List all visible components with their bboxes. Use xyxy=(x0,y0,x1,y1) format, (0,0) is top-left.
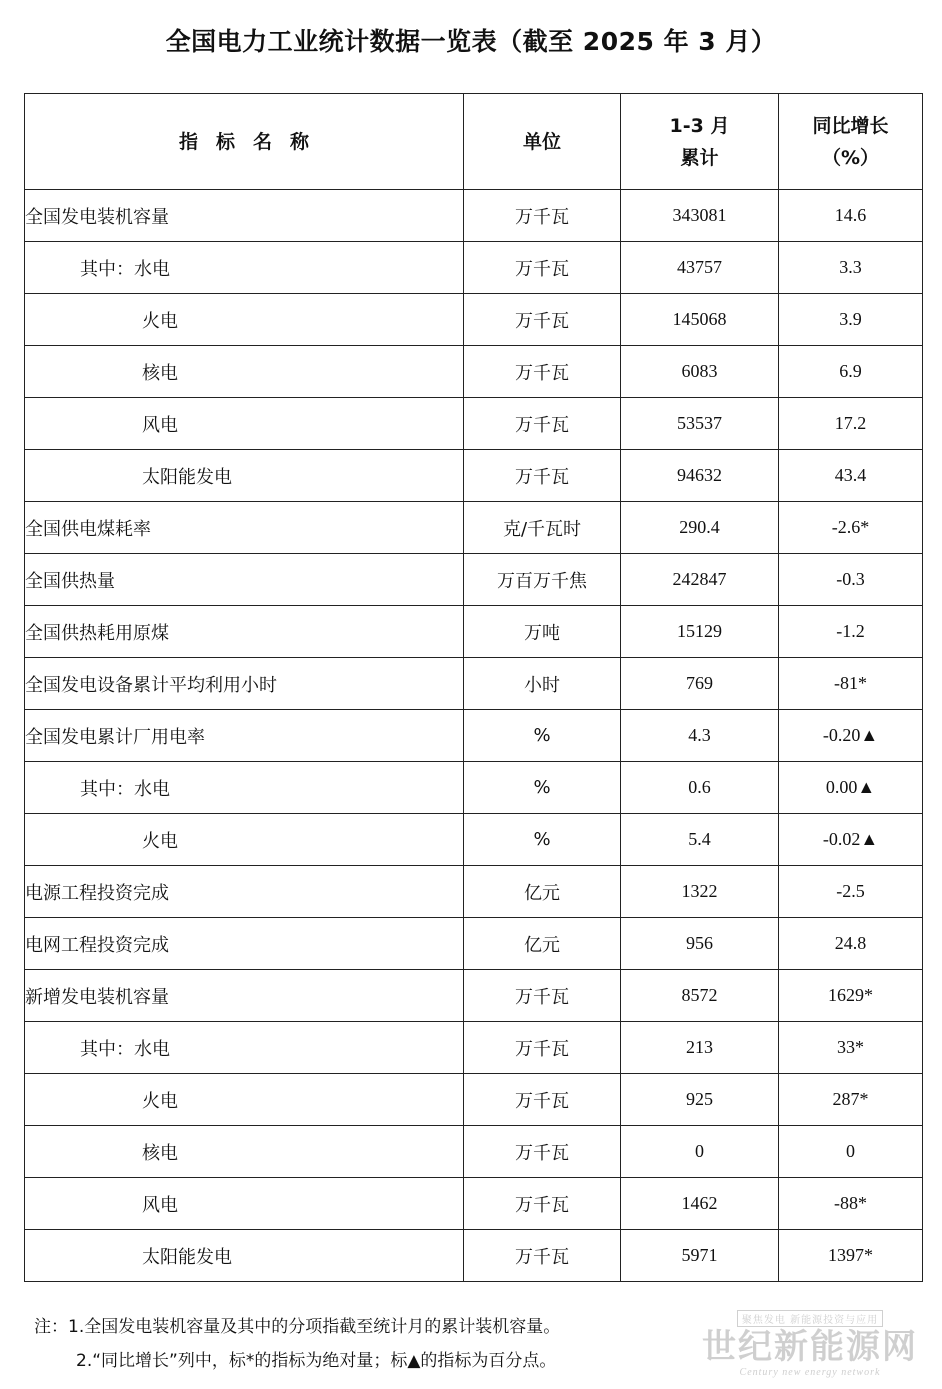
header-unit: 单位 xyxy=(464,94,621,190)
row-indicator-name: 火电 xyxy=(25,294,464,346)
table-row xyxy=(25,242,923,294)
row-change: -81* xyxy=(779,658,923,710)
table-row xyxy=(25,606,923,658)
row-indicator-name: 全国发电设备累计平均利用小时 xyxy=(25,658,464,710)
header-yoy-change-line1: 同比增长 xyxy=(812,114,889,137)
row-indicator-name: 全国发电累计厂用电率 xyxy=(25,710,464,762)
header-cumulative-line1: 1-3 月 xyxy=(669,114,730,137)
row-value: 145068 xyxy=(621,294,779,346)
table-row xyxy=(25,762,923,814)
row-change: -0.20▲ xyxy=(779,710,923,762)
table-row xyxy=(25,814,923,866)
row-unit: 万千瓦 xyxy=(464,294,621,346)
footnote-2: 2.“同比增长”列中，标*的指标为绝对量；标▲的指标为百分点。 xyxy=(76,1351,557,1371)
row-value: 6083 xyxy=(621,346,779,398)
row-unit: 万千瓦 xyxy=(464,190,621,242)
table-row xyxy=(25,710,923,762)
row-change: -1.2 xyxy=(779,606,923,658)
page-title: 全国电力工业统计数据一览表（截至 2025 年 3 月） xyxy=(165,27,777,56)
row-indicator-name: 电源工程投资完成 xyxy=(25,866,464,918)
row-unit: 万千瓦 xyxy=(464,346,621,398)
row-value: 925 xyxy=(621,1074,779,1126)
row-value: 94632 xyxy=(621,450,779,502)
row-unit: 小时 xyxy=(464,658,621,710)
row-unit: % xyxy=(464,710,621,762)
watermark-logo xyxy=(700,1308,920,1386)
row-unit: 克/千瓦时 xyxy=(464,502,621,554)
row-value: 242847 xyxy=(621,554,779,606)
table-row xyxy=(25,918,923,970)
table-row xyxy=(25,1178,923,1230)
row-change: 287* xyxy=(779,1074,923,1126)
header-indicator-name xyxy=(25,94,464,190)
table-row xyxy=(25,1022,923,1074)
row-change: -2.5 xyxy=(779,866,923,918)
watermark-tagline: 聚焦发电 新能源投资与应用 xyxy=(737,1310,883,1327)
row-value: 8572 xyxy=(621,970,779,1022)
row-indicator-name: 风电 xyxy=(25,398,464,450)
watermark-brand: 世纪新能源网 xyxy=(702,1327,918,1367)
table-row xyxy=(25,398,923,450)
row-value: 4.3 xyxy=(621,710,779,762)
row-indicator-name: 新增发电装机容量 xyxy=(25,970,464,1022)
header-yoy-change xyxy=(779,94,923,190)
row-indicator-name: 核电 xyxy=(25,346,464,398)
row-change: -0.02▲ xyxy=(779,814,923,866)
row-change: 24.8 xyxy=(779,918,923,970)
row-unit: 万百万千焦 xyxy=(464,554,621,606)
table-row xyxy=(25,1074,923,1126)
row-indicator-name: 其中：水电 xyxy=(25,1022,464,1074)
row-value: 1462 xyxy=(621,1178,779,1230)
row-value: 769 xyxy=(621,658,779,710)
header-cumulative xyxy=(621,94,779,190)
table-header-row xyxy=(25,94,923,190)
table-row xyxy=(25,1126,923,1178)
table-row xyxy=(25,970,923,1022)
row-indicator-name: 全国供电煤耗率 xyxy=(25,502,464,554)
row-value: 1322 xyxy=(621,866,779,918)
row-indicator-name: 其中：水电 xyxy=(25,242,464,294)
row-change: 1397* xyxy=(779,1230,923,1282)
row-unit: 万千瓦 xyxy=(464,1178,621,1230)
row-unit: 亿元 xyxy=(464,866,621,918)
footnote-1: 注：1.全国发电装机容量及其中的分项指截至统计月的累计装机容量。 xyxy=(34,1317,561,1337)
table-row xyxy=(25,190,923,242)
row-unit: % xyxy=(464,762,621,814)
row-value: 43757 xyxy=(621,242,779,294)
row-indicator-name: 太阳能发电 xyxy=(25,1230,464,1282)
row-change: 6.9 xyxy=(779,346,923,398)
row-unit: 万千瓦 xyxy=(464,1126,621,1178)
row-value: 53537 xyxy=(621,398,779,450)
row-change: 33* xyxy=(779,1022,923,1074)
row-unit: 万千瓦 xyxy=(464,450,621,502)
table-row xyxy=(25,502,923,554)
row-change: 17.2 xyxy=(779,398,923,450)
row-value: 5.4 xyxy=(621,814,779,866)
row-unit: 亿元 xyxy=(464,918,621,970)
row-unit: 万千瓦 xyxy=(464,242,621,294)
row-value: 290.4 xyxy=(621,502,779,554)
row-indicator-name: 电网工程投资完成 xyxy=(25,918,464,970)
table-row xyxy=(25,294,923,346)
table-row xyxy=(25,866,923,918)
row-unit: 万千瓦 xyxy=(464,1074,621,1126)
row-change: -2.6* xyxy=(779,502,923,554)
row-unit: 万吨 xyxy=(464,606,621,658)
row-change: 43.4 xyxy=(779,450,923,502)
table-row xyxy=(25,658,923,710)
watermark-english: Century new energy network xyxy=(739,1367,881,1378)
row-indicator-name: 核电 xyxy=(25,1126,464,1178)
row-indicator-name: 火电 xyxy=(25,1074,464,1126)
header-indicator-name-label: 指标名称 xyxy=(178,130,327,153)
row-value: 15129 xyxy=(621,606,779,658)
header-cumulative-line2: 累计 xyxy=(680,146,719,169)
row-unit: % xyxy=(464,814,621,866)
row-change: -0.3 xyxy=(779,554,923,606)
table-row xyxy=(25,554,923,606)
row-change: 0 xyxy=(779,1126,923,1178)
row-indicator-name: 风电 xyxy=(25,1178,464,1230)
row-indicator-name: 太阳能发电 xyxy=(25,450,464,502)
row-value: 213 xyxy=(621,1022,779,1074)
row-indicator-name: 火电 xyxy=(25,814,464,866)
row-indicator-name: 全国发电装机容量 xyxy=(25,190,464,242)
table-row xyxy=(25,1230,923,1282)
row-indicator-name: 其中：水电 xyxy=(25,762,464,814)
row-change: 3.3 xyxy=(779,242,923,294)
header-yoy-change-line2: （%） xyxy=(821,146,880,169)
row-unit: 万千瓦 xyxy=(464,1230,621,1282)
row-unit: 万千瓦 xyxy=(464,970,621,1022)
statistics-table xyxy=(24,93,923,1282)
table-row xyxy=(25,450,923,502)
row-change: 1629* xyxy=(779,970,923,1022)
row-change: 3.9 xyxy=(779,294,923,346)
row-unit: 万千瓦 xyxy=(464,398,621,450)
row-value: 956 xyxy=(621,918,779,970)
row-value: 0 xyxy=(621,1126,779,1178)
row-value: 0.6 xyxy=(621,762,779,814)
row-indicator-name: 全国供热耗用原煤 xyxy=(25,606,464,658)
row-value: 343081 xyxy=(621,190,779,242)
row-indicator-name: 全国供热量 xyxy=(25,554,464,606)
row-change: 0.00▲ xyxy=(779,762,923,814)
row-change: -88* xyxy=(779,1178,923,1230)
row-value: 5971 xyxy=(621,1230,779,1282)
row-unit: 万千瓦 xyxy=(464,1022,621,1074)
row-change: 14.6 xyxy=(779,190,923,242)
table-row xyxy=(25,346,923,398)
